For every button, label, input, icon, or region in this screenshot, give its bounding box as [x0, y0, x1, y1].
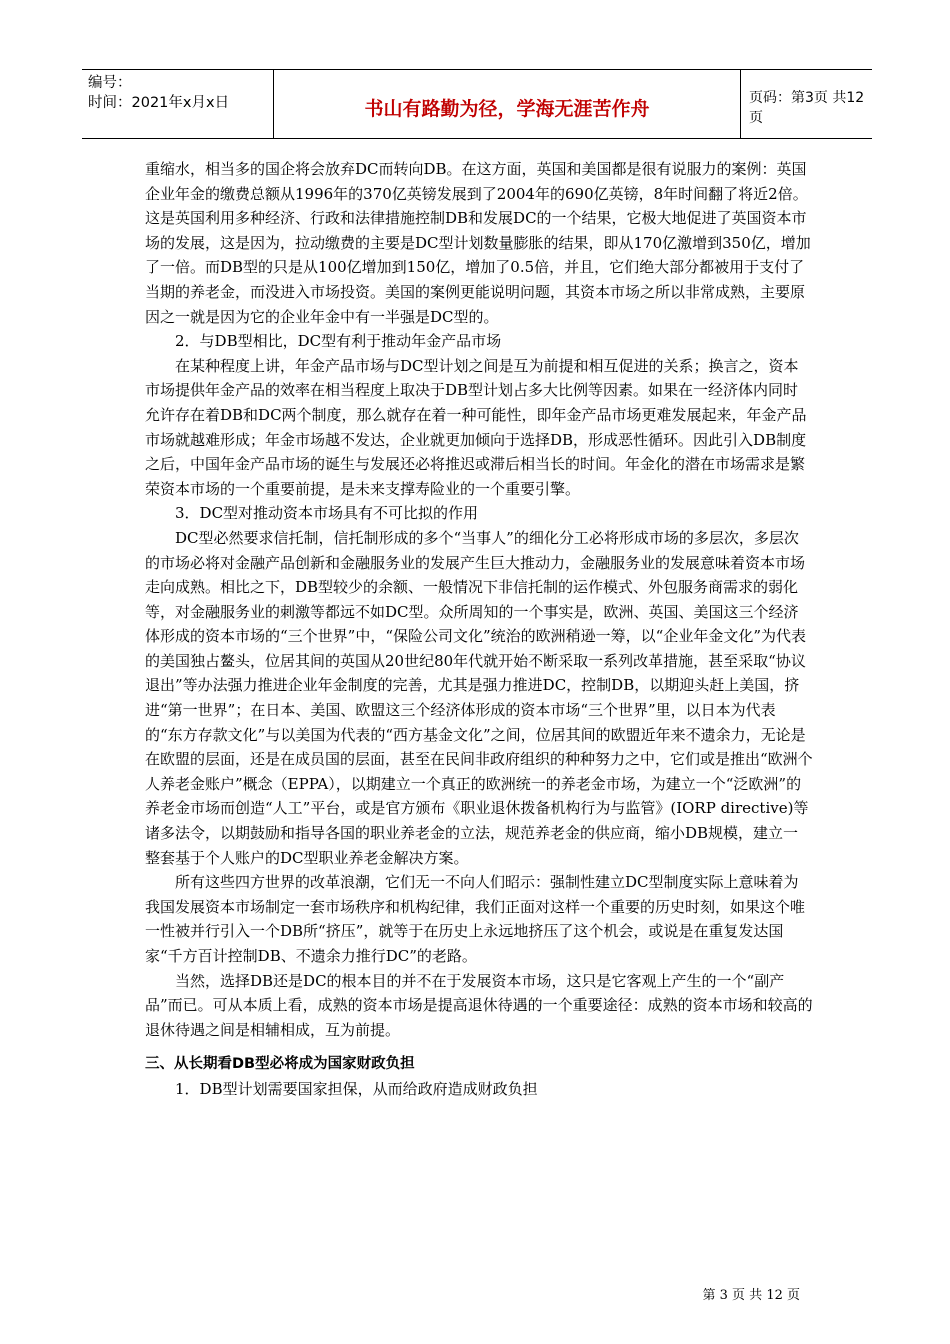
document-time-label: 时间：2021年x月x日 [88, 95, 230, 111]
page-header [82, 69, 872, 139]
page-footer: 第 3 页 共 12 页 [702, 1288, 800, 1303]
header-meta [82, 70, 274, 138]
subheading-item-2: 2．与DB型相比，DC型有利于推动年金产品市场 [175, 332, 502, 351]
body-paragraph: 重缩水，相当多的国企将会放弃DC而转向DB。在这方面，英国和美国都是很有说服力的案例：英国企业年金的缴费总额从1996年的370亿英镑发展到了2004年的690亿英镑，8年时间翻了将近2倍。这是英国利用多种经济、行政和法律措施控制DB和发展DC的一个结果，它极大地促进了英国资本市场的发展，这是因为，拉动缴费的主要是DC型计划数量膨胀的结果，即从170亿激增到350亿，增加了一倍。而DB型的只是从100亿增加到150亿，增加了0.5倍，并且，它们绝大部分都被用于支付了当期的养老金，而没进入市场投资。美国的案例更能说明问题，其资本市场之所以非常成熟，主要原因之一就是因为它的企业年金中有一半强是DC型的。 [145, 160, 811, 326]
body-paragraph: 在某种程度上讲，年金产品市场与DC型计划之间是互为前提和相互促进的关系；换言之，资本市场提供年金产品的效率在相当程度上取决于DB型计划占多大比例等因素。如果在一经济体内同时允许存在着DB和DC两个制度，那么就存在着一种可能性，即年金产品市场更难发展起来，年金产品市场就越难形成；年金市场越不发达，企业就更加倾向于选择DB，形成恶性循环。因此引入DB制度之后，中国年金产品市场的诞生与发展还必将推迟或滞后相当长的时间。年金化的潜在市场需求是繁荣资本市场的一个重要前提，是未来支撑寿险业的一个重要引擎。 [145, 356, 807, 498]
document-number-label: 编号： [88, 75, 132, 91]
section-heading: 三、从长期看DB型必将成为国家财政负担 [145, 1056, 415, 1073]
document-body [145, 157, 813, 1102]
body-paragraph: 当然，选择DB还是DC的根本目的并不在于发展资本市场，这只是它客观上产生的一个“副产品”而已。可从本质上看，成熟的资本市场是提高退休待遇的一个重要途径：成熟的资本市场和较高的退休待遇之间是相辅相成，互为前提。 [145, 971, 813, 1039]
header-page-number: 页码：第3页 共12页 [749, 90, 865, 126]
body-paragraph: DC型必然要求信托制，信托制形成的多个“当事人”的细化分工必将形成市场的多层次，多层次的市场必将对金融产品创新和金融服务业的发展产生巨大推动力，金融服务业的发展意味着资本市场走向成熟。相比之下，DB型较少的余额、一般情况下非信托制的运作模式、外包服务商需求的弱化等，对金融服务业的刺激等都远不如DC型。众所周知的一个事实是，欧洲、英国、美国这三个经济体形成的资本市场的“三个世界”中，“保险公司文化”统治的欧洲稍逊一筹，以“企业年金文化”为代表的美国独占鳌头，位居其间的英国从20世纪80年代就开始不断采取一系列改革措施，甚至采取“协议退出”等办法强力推进企业年金制度的完善，尤其是强力推进DC，控制DB，以期迎头赶上美国，挤进“第一世界”；在日本、美国、欧盟这三个经济体形成的资本市场“三个世界”里，以日本为代表的“东方存款文化”与以美国为代表的“西方基金文化”之间，位居其间的欧盟近年来不遗余力，无论是在欧盟的层面，还是在成员国的层面，甚至在民间非政府组织的种种努力之中，它们或是推出“欧洲个人养老金账户”概念（EPPA），以期建立一个真正的欧洲统一的养老金市场，为建立一个“泛欧洲”的养老金市场而创造“人工”平台，或是官方颁布《职业退休拨备机构行为与监管》(IORP directive)等诸多法令，以期鼓励和指导各国的职业养老金的立法，规范养老金的供应商，缩小DB规模，建立一整套基于个人账户的DC型职业养老金解决方案。 [145, 528, 813, 867]
body-paragraph: 所有这些四方世界的改革浪潮，它们无一不向人们昭示：强制性建立DC型制度实际上意味着为我国发展资本市场制定一套市场秩序和机构纪律，我们正面对这样一个重要的历史时刻，如果这个唯一性被并行引入一个DB所“挤压”，就等于在历史上永远地挤压了这个机会，或说是在重复发达国家“千方百计控制DB、不遗余力推行DC”的老路。 [145, 873, 806, 965]
subheading-item-1: 1．DB型计划需要国家担保，从而给政府造成财政负担 [175, 1079, 538, 1098]
subheading-item-3: 3．DC型对推动资本市场具有不可比拟的作用 [175, 504, 479, 523]
header-motto: 书山有路勤为径，学海无涯苦作舟 [274, 70, 741, 138]
